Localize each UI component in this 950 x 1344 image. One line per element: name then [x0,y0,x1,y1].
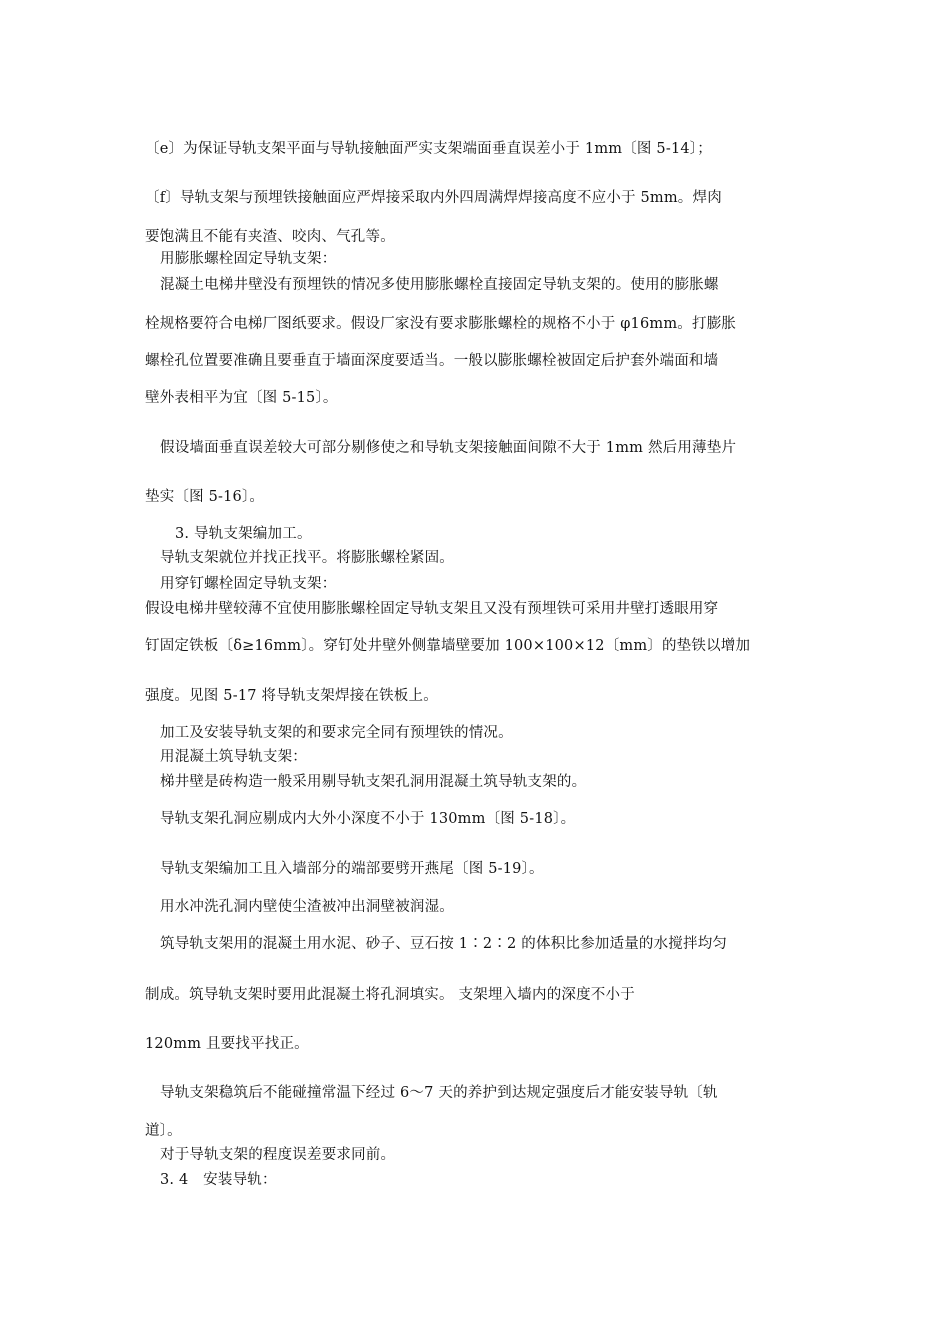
text-line: 假设电梯井壁较薄不宜使用膨胀螺栓固定导轨支架且又没有预埋铁可采用井壁打透眼用穿 [145,601,719,617]
text-line: 筑导轨支架用的混凝土用水泥、砂子、豆石按 1∶2∶2 的体积比参加适量的水搅拌均匀 [160,936,728,952]
text-line: 导轨支架稳筑后不能碰撞常温下经过 6～7 天的养护到达规定强度后才能安装导轨〔轨 [160,1085,718,1101]
text-line: 垫实〔图 5-16〕。 [145,489,265,505]
text-line: 用水冲洗孔洞内壁使尘渣被冲出洞壁被润湿。 [160,899,454,915]
text-line: 螺栓孔位置要准确且要垂直于墙面深度要适当。一般以膨胀螺栓被固定后护套外端面和墙 [145,353,719,369]
text-line: 制成。筑导轨支架时要用此混凝土将孔洞填实。 支架埋入墙内的深度不小于 [145,987,635,1003]
text-line: 梯井壁是砖构造一般采用剔导轨支架孔洞用混凝土筑导轨支架的。 [160,774,587,790]
text-line: 栓规格要符合电梯厂图纸要求。假设厂家没有要求膨胀螺栓的规格不小于 φ16mm。打膨胀 [145,316,737,332]
text-line: 加工及安装导轨支架的和要求完全同有预埋铁的情况。 [160,725,513,741]
text-line: 壁外表相平为宜〔图 5-15〕。 [145,390,338,406]
text-line: 〔e〕为保证导轨支架平面与导轨接触面严实支架端面垂直误差小于 1mm〔图 5-14〕； [145,141,712,157]
text-line: 钉固定铁板〔δ≥16mm〕。穿钉处井壁外侧靠墙壁要加 100×100×12〔mm〕的垫铁以增加 [145,638,751,654]
text-line: 用混凝土筑导轨支架： [160,749,307,765]
text-line: 假设墙面垂直误差较大可部分剔修使之和导轨支架接触面间隙不大于 1mm 然后用薄垫片 [160,440,737,456]
text-line: 强度。见图 5-17 将导轨支架焊接在铁板上。 [145,688,438,704]
text-line: 3. 导轨支架编加工。 [175,526,312,542]
text-line: 要饱满且不能有夹渣、咬肉、气孔等。 [145,229,395,245]
text-line: 导轨支架编加工且入墙部分的端部要劈开燕尾〔图 5-19〕。 [160,861,544,877]
text-line: 混凝土电梯井壁没有预埋铁的情况多使用膨胀螺栓直接固定导轨支架的。使用的膨胀螺 [160,277,719,293]
text-line: 〔f〕导轨支架与预埋铁接触面应严焊接采取内外四周满焊焊接高度不应小于 5mm。焊肉 [145,190,722,206]
text-line: 对于导轨支架的程度误差要求同前。 [160,1147,396,1163]
text-line: 导轨支架孔洞应剔成内大外小深度不小于 130mm〔图 5-18〕。 [160,811,576,827]
text-line: 用膨胀螺栓固定导轨支架： [160,251,337,267]
text-line: 道〕。 [145,1123,182,1139]
text-line: 用穿钉螺栓固定导轨支架： [160,576,337,592]
text-line: 3. 4 安装导轨： [160,1172,277,1188]
text-line: 导轨支架就位并找正找平。将膨胀螺栓紧固。 [160,550,454,566]
text-line: 120mm 且要找平找正。 [145,1036,309,1052]
